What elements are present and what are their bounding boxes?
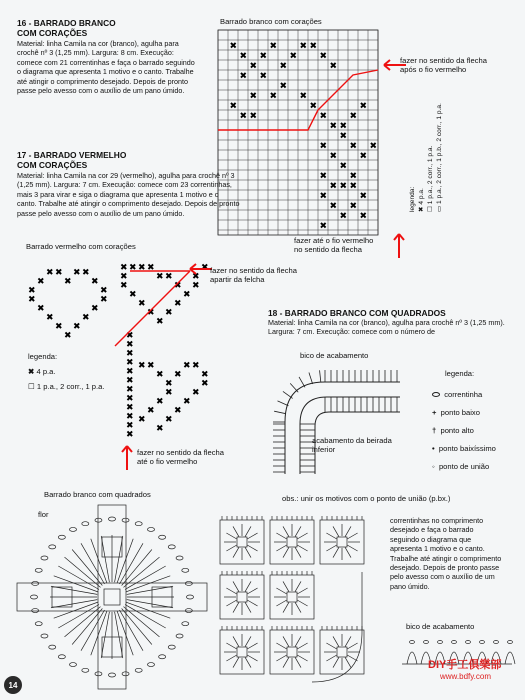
double-crochet-icon: † bbox=[432, 426, 437, 435]
svg-text:✖: ✖ bbox=[249, 111, 258, 122]
body-line: canto. Trabalhe até atingir o comprimento desejado. Depois de pronto bbox=[17, 199, 240, 209]
svg-text:✖: ✖ bbox=[73, 322, 81, 332]
legend-item-label: 4 p.a. bbox=[36, 367, 56, 376]
diagram-18-squares-border bbox=[212, 512, 372, 692]
svg-text:✖: ✖ bbox=[259, 71, 268, 82]
legend-item-label: correntinha bbox=[444, 390, 483, 399]
svg-text:✖: ✖ bbox=[201, 379, 209, 389]
svg-text:✖: ✖ bbox=[279, 81, 288, 92]
svg-text:✖: ✖ bbox=[126, 412, 134, 422]
svg-text:✖: ✖ bbox=[120, 281, 128, 291]
svg-text:✖: ✖ bbox=[289, 51, 298, 62]
svg-text:✖: ✖ bbox=[120, 263, 128, 273]
svg-text:✖: ✖ bbox=[359, 191, 368, 202]
body-line: pano úmido. bbox=[390, 581, 430, 591]
diagram-16-arrow-note bbox=[400, 56, 487, 74]
svg-text:✖: ✖ bbox=[309, 41, 318, 52]
body-line: mais 3 para virar e siga o diagrama que apresenta 1 motivo e o bbox=[17, 189, 219, 199]
diagram-17-title: Barrado vermelho com corações bbox=[26, 242, 136, 251]
section-16-title: 16 - BARRADO BRANCO bbox=[17, 18, 116, 28]
svg-text:✖: ✖ bbox=[165, 308, 173, 318]
section-18 bbox=[268, 308, 518, 337]
legend-item bbox=[432, 422, 496, 440]
legend-item: ☐ 1 p.a., 2 corr., 1 p.a. bbox=[28, 382, 105, 391]
section-18-body-bottom bbox=[390, 516, 520, 591]
svg-text:✖: ✖ bbox=[126, 331, 134, 341]
svg-text:✖: ✖ bbox=[165, 272, 173, 282]
svg-text:✖: ✖ bbox=[201, 370, 209, 380]
svg-text:✖: ✖ bbox=[329, 121, 338, 132]
svg-text:✖: ✖ bbox=[129, 263, 137, 273]
watermark-url: www.bdfy.com bbox=[440, 672, 491, 681]
body-line: Material: linha Camila na cor (branco), agulha para bbox=[17, 39, 179, 48]
svg-text:✖: ✖ bbox=[100, 295, 108, 305]
svg-text:✖: ✖ bbox=[269, 41, 278, 52]
section-18-body-top bbox=[268, 318, 518, 337]
join-stitch-icon: ◦ bbox=[432, 462, 435, 471]
note-line: no sentido da flecha bbox=[294, 245, 362, 254]
legend-item bbox=[432, 404, 496, 422]
diagram-17-arrow-note bbox=[210, 266, 297, 284]
note-line: fazer no sentido da flecha bbox=[137, 448, 224, 457]
svg-text:✖: ✖ bbox=[64, 331, 72, 341]
slip-stitch-icon: • bbox=[432, 444, 435, 453]
svg-text:✖: ✖ bbox=[369, 141, 378, 152]
legend-title: legenda: bbox=[28, 352, 58, 361]
svg-text:✖: ✖ bbox=[183, 361, 191, 371]
body-line: crochê nº 3 (1,25 mm). Largura: 8 cm. Execução: bbox=[17, 48, 174, 58]
diagram-16-bottom-note bbox=[294, 236, 373, 254]
section-16-subtitle: COM CORAÇÕES bbox=[17, 28, 88, 38]
svg-text:✖: ✖ bbox=[192, 272, 200, 282]
svg-text:✖: ✖ bbox=[309, 101, 318, 112]
svg-text:✖: ✖ bbox=[183, 397, 191, 407]
legend-item-label: ponto baixo bbox=[440, 408, 480, 417]
legend-item bbox=[432, 440, 496, 458]
svg-text:✖: ✖ bbox=[329, 201, 338, 212]
legend-item bbox=[432, 386, 496, 404]
svg-text:✖: ✖ bbox=[156, 424, 164, 434]
svg-text:✖: ✖ bbox=[249, 91, 258, 102]
svg-text:✖: ✖ bbox=[319, 51, 328, 62]
svg-text:✖: ✖ bbox=[165, 415, 173, 425]
legend-right bbox=[432, 386, 496, 476]
svg-text:✖: ✖ bbox=[156, 370, 164, 380]
body-line: seguindo o diagrama que bbox=[390, 534, 472, 544]
body-line: correntinhas no comprimento bbox=[390, 516, 484, 525]
diagram-16-title: Barrado branco com corações bbox=[220, 17, 322, 26]
body-line: (1,25 mm). Largura: 7 cm. Execução: comece com 23 correntinhas, bbox=[17, 180, 232, 190]
body-line: passe pelo avesso com o auxílio de um pano úmido. bbox=[17, 208, 185, 218]
section-17-title: 17 - BARRADO VERMELHO bbox=[17, 150, 127, 160]
page-number: 14 bbox=[4, 676, 22, 694]
svg-text:✖: ✖ bbox=[120, 272, 128, 282]
svg-text:✖: ✖ bbox=[329, 151, 338, 162]
svg-text:✖: ✖ bbox=[37, 304, 45, 314]
svg-text:✖: ✖ bbox=[126, 394, 134, 404]
svg-text:✖: ✖ bbox=[73, 268, 81, 278]
svg-text:✖: ✖ bbox=[147, 406, 155, 416]
legend-vertical bbox=[408, 103, 444, 212]
body-line: comece com 21 correntinhas e faça o barrado seguindo bbox=[17, 57, 195, 67]
body-line: até atingir o comprimento desejado. Depois de pronto bbox=[17, 76, 189, 86]
legend-title: legenda: bbox=[409, 186, 416, 212]
svg-text:✖: ✖ bbox=[138, 299, 146, 309]
svg-text:✖: ✖ bbox=[319, 221, 328, 232]
svg-text:✖: ✖ bbox=[239, 71, 248, 82]
legend-item bbox=[432, 458, 496, 476]
svg-text:✖: ✖ bbox=[91, 277, 99, 287]
svg-text:✖: ✖ bbox=[126, 403, 134, 413]
svg-text:✖: ✖ bbox=[174, 370, 182, 380]
svg-text:✖: ✖ bbox=[299, 41, 308, 52]
body-line: desejado. Depois de pronto passe bbox=[390, 563, 500, 573]
svg-text:✖: ✖ bbox=[192, 361, 200, 371]
svg-text:✖: ✖ bbox=[319, 111, 328, 122]
note-line: inferior bbox=[312, 445, 336, 454]
svg-text:✖: ✖ bbox=[279, 61, 288, 72]
diagram-16-heart-border bbox=[218, 30, 378, 235]
svg-text:✖: ✖ bbox=[126, 349, 134, 359]
body-line: Trabalhe até atingir o comprimento bbox=[390, 553, 502, 563]
svg-text:✖: ✖ bbox=[126, 385, 134, 395]
section-16-body bbox=[17, 39, 217, 95]
svg-text:✖: ✖ bbox=[339, 131, 348, 142]
bottom-diagram-title: Barrado branco com quadrados bbox=[44, 490, 151, 499]
svg-text:✖: ✖ bbox=[349, 111, 358, 122]
svg-text:✖: ✖ bbox=[349, 201, 358, 212]
svg-text:✖: ✖ bbox=[339, 211, 348, 222]
diagram-18-flower-motif bbox=[17, 505, 207, 690]
svg-text:✖: ✖ bbox=[126, 430, 134, 440]
legend-item: ✖ 4 p.a. bbox=[28, 367, 56, 376]
svg-text:✖: ✖ bbox=[165, 379, 173, 389]
svg-text:✖: ✖ bbox=[55, 322, 63, 332]
svg-text:✖: ✖ bbox=[46, 313, 54, 323]
svg-text:✖: ✖ bbox=[126, 340, 134, 350]
svg-text:✖: ✖ bbox=[339, 121, 348, 132]
svg-text:✖: ✖ bbox=[156, 397, 164, 407]
svg-text:✖: ✖ bbox=[359, 211, 368, 222]
note-line: fazer no sentido da flecha bbox=[210, 266, 297, 275]
legend-item-label: 1 p.a., 2 corr., 1 p.b., 2 corr., 1 p.a. bbox=[436, 103, 443, 204]
obs-note: obs.: unir os motivos com o ponto de união (p.bx.) bbox=[282, 494, 451, 503]
svg-text:✖: ✖ bbox=[100, 286, 108, 296]
legend-item: ✖ 4 p.a. bbox=[418, 188, 425, 212]
svg-text:✖: ✖ bbox=[147, 263, 155, 273]
edge-label bbox=[312, 436, 392, 454]
legend-item-label: 1 p.a., 2 corr., 1 p.a. bbox=[427, 145, 434, 205]
svg-text:✖: ✖ bbox=[147, 308, 155, 318]
body-line: apresenta 1 motivo e o canto. bbox=[390, 544, 485, 554]
bico-label-2: bico de acabamento bbox=[406, 622, 475, 631]
svg-text:✖: ✖ bbox=[349, 141, 358, 152]
svg-text:✖: ✖ bbox=[174, 406, 182, 416]
svg-text:✖: ✖ bbox=[359, 101, 368, 112]
note-line: acabamento da beirada bbox=[312, 436, 392, 445]
svg-text:✖: ✖ bbox=[299, 91, 308, 102]
svg-text:✖: ✖ bbox=[126, 376, 134, 386]
svg-text:✖: ✖ bbox=[349, 171, 358, 182]
watermark-logo: DIY手工俱樂部 bbox=[428, 659, 502, 671]
svg-text:✖: ✖ bbox=[339, 181, 348, 192]
legend-item-label: 4 p.a. bbox=[418, 188, 425, 205]
svg-text:✖: ✖ bbox=[156, 272, 164, 282]
svg-text:✖: ✖ bbox=[329, 61, 338, 72]
diagram-17-bottom-note bbox=[137, 448, 224, 466]
legend-right-title: legenda: bbox=[445, 369, 475, 378]
svg-text:✖: ✖ bbox=[156, 317, 164, 327]
svg-text:✖: ✖ bbox=[359, 151, 368, 162]
svg-text:✖: ✖ bbox=[201, 263, 209, 273]
svg-text:✖: ✖ bbox=[229, 101, 238, 112]
svg-text:✖: ✖ bbox=[138, 415, 146, 425]
legend-item: ☐ 1 p.a., 2 corr., 1 p.a. bbox=[427, 145, 434, 212]
note-line: até o fio vermelho bbox=[137, 457, 198, 466]
diagram-18-corner-edge bbox=[265, 362, 400, 474]
legend-item-label: ponto baixíssimo bbox=[438, 444, 496, 453]
legend-left bbox=[28, 352, 104, 391]
body-line: Largura: 7 cm. Execução: comece com o número de bbox=[268, 327, 435, 337]
note-line: apartir da felcha bbox=[210, 275, 265, 284]
svg-text:✖: ✖ bbox=[165, 388, 173, 398]
svg-text:✖: ✖ bbox=[129, 290, 137, 300]
body-line: Material: linha Camila na cor 29 (vermelho), agulha para crochê nº 3 bbox=[17, 171, 235, 180]
legend-item: ▭ 1 p.a., 2 corr., 1 p.b., 2 corr., 1 p.a. bbox=[436, 103, 443, 212]
svg-text:✖: ✖ bbox=[339, 161, 348, 172]
svg-text:✖: ✖ bbox=[46, 268, 54, 278]
svg-text:✖: ✖ bbox=[37, 277, 45, 287]
svg-text:✖: ✖ bbox=[319, 171, 328, 182]
legend-item-label: ponto alto bbox=[440, 426, 474, 435]
svg-text:✖: ✖ bbox=[138, 361, 146, 371]
note-line: fazer até o fio vermelho bbox=[294, 236, 374, 245]
flor-label: flor bbox=[38, 510, 49, 519]
svg-text:✖: ✖ bbox=[126, 421, 134, 431]
svg-text:✖: ✖ bbox=[82, 268, 90, 278]
svg-text:✖: ✖ bbox=[192, 388, 200, 398]
bico-label: bico de acabamento bbox=[300, 351, 369, 360]
svg-text:✖: ✖ bbox=[349, 181, 358, 192]
note-line: fazer no sentido da flecha bbox=[400, 56, 487, 65]
svg-text:✖: ✖ bbox=[126, 358, 134, 368]
section-16 bbox=[17, 18, 217, 95]
svg-text:✖: ✖ bbox=[174, 299, 182, 309]
svg-text:✖: ✖ bbox=[138, 263, 146, 273]
svg-text:✖: ✖ bbox=[259, 51, 268, 62]
svg-text:✖: ✖ bbox=[183, 290, 191, 300]
red-up-arrow-icon bbox=[392, 230, 406, 260]
body-line: desejado e faça o barrado bbox=[390, 525, 474, 535]
single-crochet-icon: + bbox=[432, 408, 437, 417]
svg-text:✖: ✖ bbox=[28, 295, 36, 305]
svg-text:✖: ✖ bbox=[174, 281, 182, 291]
svg-text:✖: ✖ bbox=[239, 111, 248, 122]
svg-text:✖: ✖ bbox=[239, 51, 248, 62]
svg-text:✖: ✖ bbox=[64, 277, 72, 287]
red-up-arrow-icon bbox=[120, 442, 134, 472]
svg-text:✖: ✖ bbox=[329, 181, 338, 192]
legend-item-label: ponto de união bbox=[438, 462, 490, 471]
legend-item-label: 1 p.a., 2 corr., 1 p.a. bbox=[36, 382, 105, 391]
svg-text:✖: ✖ bbox=[82, 313, 90, 323]
svg-text:✖: ✖ bbox=[91, 304, 99, 314]
svg-text:✖: ✖ bbox=[147, 361, 155, 371]
svg-text:✖: ✖ bbox=[319, 141, 328, 152]
svg-text:✖: ✖ bbox=[28, 286, 36, 296]
section-17-subtitle: COM CORAÇÕES bbox=[17, 160, 88, 170]
svg-text:✖: ✖ bbox=[319, 191, 328, 202]
body-line: Material: linha Camila na cor (branco), agulha para crochê nº 3 (1,25 mm). bbox=[268, 318, 505, 327]
svg-text:✖: ✖ bbox=[269, 91, 278, 102]
svg-text:✖: ✖ bbox=[229, 41, 238, 52]
svg-text:✖: ✖ bbox=[126, 367, 134, 377]
body-line: o diagrama que apresenta 1 motivo e o canto. Trabalhe bbox=[17, 67, 194, 77]
svg-text:✖: ✖ bbox=[192, 281, 200, 291]
section-18-title: 18 - BARRADO BRANCO COM QUADRADOS bbox=[268, 308, 446, 318]
chain-stitch-icon bbox=[432, 392, 440, 397]
body-line: pelo avesso com o auxílio de um bbox=[390, 572, 495, 582]
svg-text:✖: ✖ bbox=[249, 61, 258, 72]
note-line: após o fio vermelho bbox=[400, 65, 467, 74]
body-line: passe pelo avesso com o auxílio de um pano úmido. bbox=[17, 86, 185, 96]
svg-text:✖: ✖ bbox=[55, 268, 63, 278]
